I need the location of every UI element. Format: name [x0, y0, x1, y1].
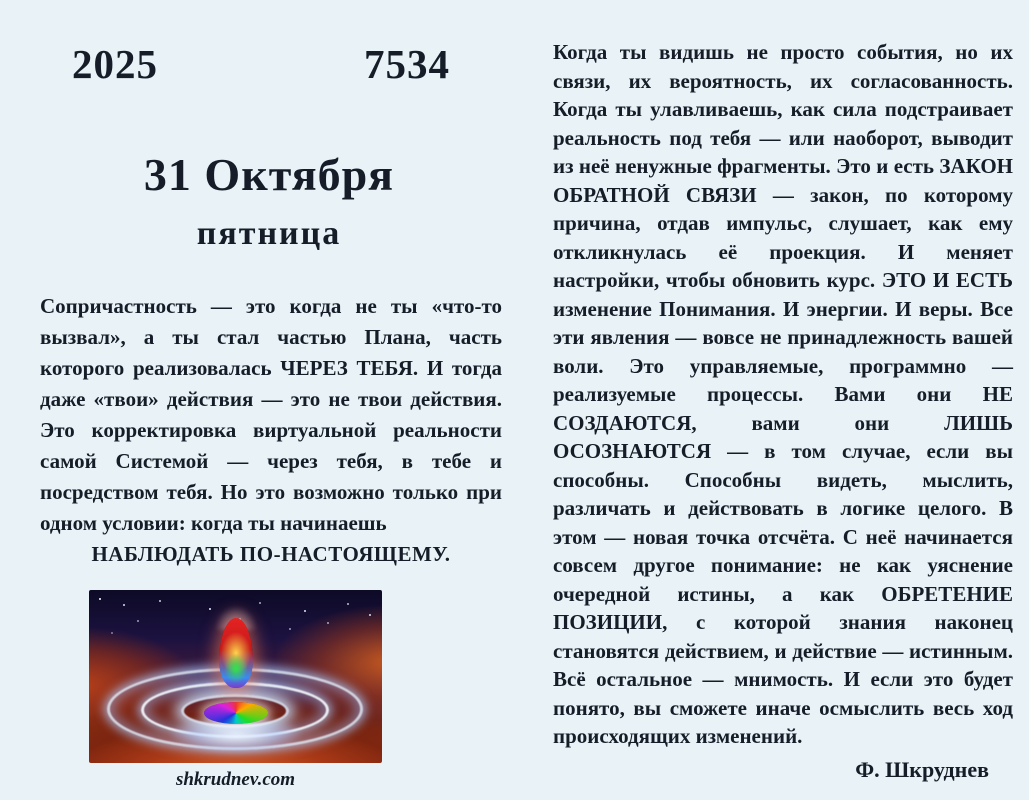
right-essay-paragraph: Когда ты видишь не просто события, но их связи, их вероятность, их согласованность. Когда ты улавливаешь, как сила подстраивает реальность под тебя — или наоборот, выводит из неё ненужные фрагменты. Это и есть ЗАКОН ОБРАТНОЙ СВЯЗИ — закон, по которому причина, отдав импульс, слушает, как ему откликнулась её проекция. И меняет настройки, чтобы обновить курс. ЭТО И ЕСТЬ изменение Понимания. И энергии. И веры. Все эти явления — вовсе не принадлежность вашей воли. Это управляемые, программно — реализуемые процессы. Вами они НЕ СОЗДАЮТСЯ, вами они ЛИШЬ ОСОЗНАЮТСЯ — в том случае, если вы способны. Способны видеть, мыслить, различать и действовать в логике целого. В этом — новая точка отсчёта. С неё начинается совсем другое понимание: не как уяснение очередной истины, а как ОБРЕТЕНИЕ ПОЗИЦИИ, с которой знания наконец становятся действием, и действие — истинным. Всё остальное — мнимость. И если это будет понято, вы сможете иначе осмыслить весь ход происходящих изменений. — [553, 40, 1013, 748]
date-title: 31 Октября — [143, 149, 395, 200]
calendar-right-column — [553, 0, 1013, 800]
slavic-year: 7534 — [364, 41, 450, 87]
left-quote-paragraph — [40, 291, 502, 570]
rainbow-pedestal — [204, 702, 268, 724]
author-signature: Ф. Шкруднев — [855, 756, 989, 782]
left-quote-emphasis: НАБЛЮДАТЬ ПО-НАСТОЯЩЕМУ. — [91, 542, 451, 566]
gregorian-year: 2025 — [72, 41, 158, 87]
left-quote-text: Сопричастность — это когда не ты «что-то вызвал», а ты стал частью Плана, часть которого реализовалась ЧЕРЕЗ ТЕБЯ. И тогда даже «твои» действия — это не твои действия. Это корректировка виртуальной реальности самой Системой — через тебя, в тебе и посредством тебя. Но это возможно только при одном условии: когда ты начинаешь — [40, 294, 502, 535]
years-row — [30, 0, 508, 88]
cosmic-ripple-image — [89, 590, 382, 763]
website-caption: shkrudnev.com — [175, 769, 296, 790]
stars-decoration — [99, 598, 101, 600]
weekday-label: пятница — [196, 215, 342, 252]
